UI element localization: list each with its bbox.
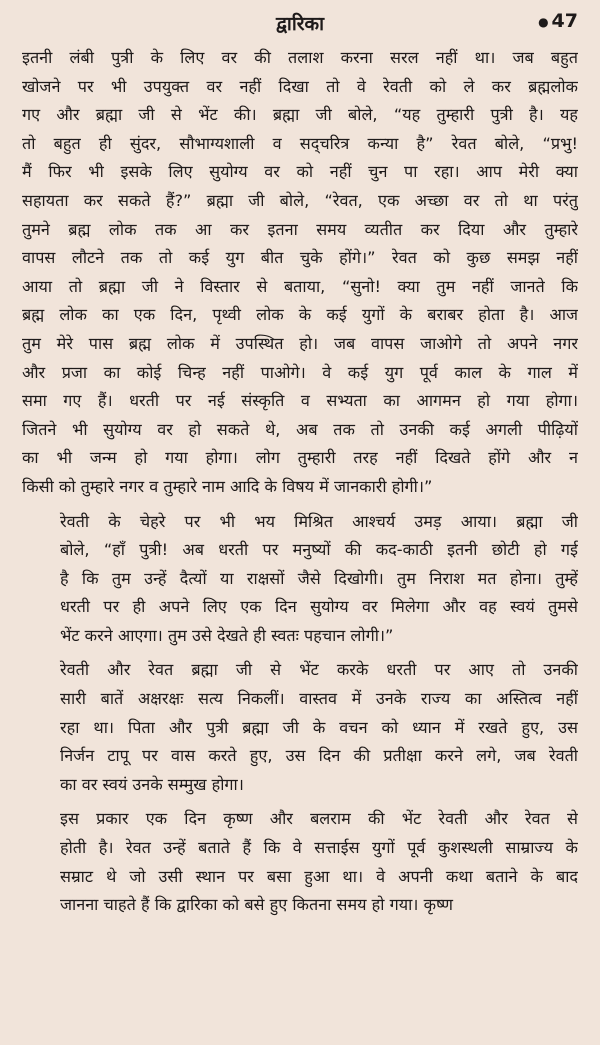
text-line: जानना चाहते हैं कि द्वारिका को बसे हुए कितना समय हो गया। कृष्ण xyxy=(60,895,453,915)
paragraph xyxy=(22,44,578,502)
paragraph xyxy=(22,508,578,651)
text-line: सारी बातें अक्षरक्षः सत्य निकलीं। वास्तव में उनके राज्य का अस्तित्व नहीं xyxy=(60,689,578,709)
text-line: है कि तुम उन्हें दैत्यों या राक्षसों जैसे दिखोगी। तुम निराश मत होना। तुम्हें xyxy=(60,568,578,588)
text-line: धरती पर ही अपने लिए एक दिन सुयोग्य वर मिलेगा और वह स्वयं तुमसे xyxy=(60,597,578,617)
text-line: होती है। रेवत उन्हें बताते हैं कि वे सत्ताईस युगों पूर्व कुशस्थली साम्राज्य के xyxy=(60,838,578,858)
page-number xyxy=(538,10,578,32)
text-line: आया तो ब्रह्मा जी ने विस्तार से बताया, “सुनो! क्या तुम नहीं जानते कि xyxy=(22,276,578,296)
running-title: द्वारिका xyxy=(275,13,325,35)
text-line: खोजने पर भी उपयुक्त वर नहीं दिखा तो वे रेवती को ले कर ब्रह्मलोक xyxy=(22,76,578,96)
text-line: का वर स्वयं उनके सम्मुख होगा। xyxy=(60,774,244,794)
bullet-icon: ● xyxy=(538,14,549,29)
text-line: और प्रजा का कोई चिन्ह नहीं पाओगे। वे कई युग पूर्व काल के गाल में xyxy=(22,362,578,382)
text-line: ब्रह्म लोक का एक दिन, पृथ्वी लोक के कई युगों के बराबर होता है। आज xyxy=(22,305,578,325)
text-line: मैं फिर भी इसके लिए सुयोग्य वर को नहीं चुन पा रहा। आप मेरी क्या xyxy=(22,162,578,182)
text-line: गए और ब्रह्मा जी से भेंट की। ब्रह्मा जी बोले, “यह तुम्हारी पुत्री है। यह xyxy=(22,105,578,125)
text-line: रहा था। पिता और पुत्री ब्रह्मा जी के वचन को ध्यान में रखते हुए, उस xyxy=(60,717,578,737)
paragraph xyxy=(22,805,578,919)
text-line: सहायता कर सकते हैं?” ब्रह्मा जी बोले, “रेवत, एक अच्छा वर तो था परंतु xyxy=(22,190,578,210)
text-line: का भी जन्म हो गया होगा। लोग तुम्हारी तरह नहीं दिखते होंगे और न xyxy=(22,448,578,468)
text-line: बोले, “हाँ पुत्री! अब धरती पर मनुष्यों की कद-काठी इतनी छोटी हो गई xyxy=(60,540,578,560)
text-line: निर्जन टापू पर वास करते हुए, उस दिन की प्रतीक्षा करने लगे, जब रेवती xyxy=(60,746,578,766)
page-number-value: 47 xyxy=(551,10,578,32)
text-line: सम्राट थे जो उसी स्थान पर बसा हुआ था। वे अपनी कथा बताने के बाद xyxy=(60,866,578,886)
text-line: रेवती और रेवत ब्रह्मा जी से भेंट करके धरती पर आए तो उनकी xyxy=(60,660,578,680)
text-line: जितने भी सुयोग्य वर हो सकते थे, अब तक तो उनकी कई अगली पीढ़ियों xyxy=(22,419,578,439)
text-line: तुम मेरे पास ब्रह्म लोक में उपस्थित हो। जब वापस जाओगे तो अपने नगर xyxy=(22,333,578,353)
text-line: तुमने ब्रह्म लोक तक आ कर इतना समय व्यतीत कर दिया और तुम्हारे xyxy=(22,219,578,239)
text-line: भेंट करने आएगा। तुम उसे देखते ही स्वतः पहचान लोगी।” xyxy=(60,625,394,645)
paragraph xyxy=(22,656,578,799)
text-line: वापस लौटने तक तो कई युग बीत चुके होंगे।” रेवत को कुछ समझ नहीं xyxy=(22,248,578,268)
text-line: रेवती के चेहरे पर भी भय मिश्रित आश्चर्य उमड़ आया। ब्रह्मा जी xyxy=(60,511,578,531)
text-line: तो बहुत ही सुंदर, सौभाग्यशाली व सद्चरित्र कन्या है” रेवत बोले, “प्रभु! xyxy=(22,133,578,153)
text-line: समा गए हैं। धरती पर नई संस्कृति व सभ्यता का आगमन हो गया होगा। xyxy=(22,391,578,411)
text-line: इतनी लंबी पुत्री के लिए वर की तलाश करना सरल नहीं था। जब बहुत xyxy=(22,48,578,67)
text-line: किसी को तुम्हारे नगर व तुम्हारे नाम आदि के विषय में जानकारी होगी।” xyxy=(22,476,433,496)
text-line: इस प्रकार एक दिन कृष्ण और बलराम की भेंट रेवती और रेवत से xyxy=(60,809,578,829)
body-text xyxy=(22,44,578,920)
page-header xyxy=(22,6,578,44)
